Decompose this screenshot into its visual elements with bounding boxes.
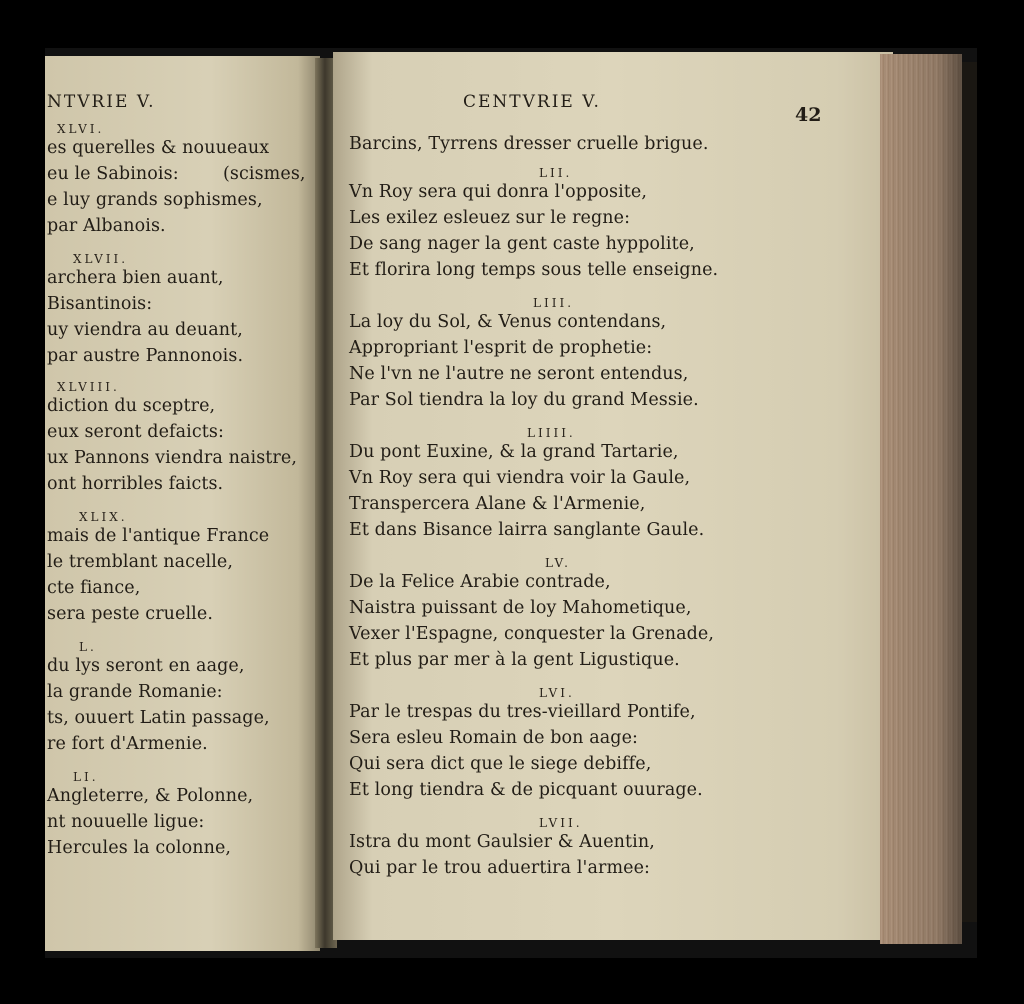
quatrain-numeral: LVI. [539,686,575,700]
text-line: Sera esleu Romain de bon aage: [349,728,639,748]
text-line: Angleterre, & Polonne, [47,786,254,806]
quatrain-numeral: XLVII. [73,252,129,266]
text-line: Et plus par mer à la gent Ligustique. [349,650,680,670]
text-line: Barcins, Tyrrens dresser cruelle brigue. [349,134,709,154]
text-line: cte fiance, [47,578,141,598]
text-line: Transpercera Alane & l'Armenie, [349,494,646,514]
quatrain-numeral: LV. [545,556,571,570]
left-page [45,56,320,951]
text-line: Par Sol tiendra la loy du grand Messie. [349,390,699,410]
quatrain-numeral: XLVIII. [57,380,120,394]
text-line: Qui par le trou aduertira l'armee: [349,858,651,878]
text-line: eux seront defaicts: [47,422,224,442]
text-line: Du pont Euxine, & la grand Tartarie, [349,442,679,462]
text-line: ux Pannons viendra naistre, [47,448,297,468]
text-line: es querelles & nouueaux [47,138,270,158]
text-line: sera peste cruelle. [47,604,213,624]
page-edges-shadow [880,54,962,944]
text-line: De sang nager la gent caste hyppolite, [349,234,695,254]
quatrain-numeral: LII. [539,166,573,180]
text-line: ont horribles faicts. [47,474,224,494]
text-line: le tremblant nacelle, [47,552,234,572]
right-page [333,52,893,940]
text-line: Qui sera dict que le siege debiffe, [349,754,652,774]
text-line: e luy grands sophismes, [47,190,263,210]
text-line: du lys seront en aage, [47,656,245,676]
text-line: mais de l'antique France [47,526,270,546]
text-line: Par le trespas du tres-vieillard Pontife, [349,702,696,722]
text-line: Vn Roy sera qui viendra voir la Gaule, [349,468,691,488]
text-line: Vn Roy sera qui donra l'opposite, [349,182,648,202]
text-line: (scismes, [223,164,306,184]
quatrain-numeral: L. [79,640,97,654]
quatrain-numeral: XLVI. [57,122,105,136]
text-line: Bisantinois: [47,294,153,314]
text-line: nt nouuelle ligue: [47,812,205,832]
right-running-head: CENTVRIE V. [463,92,601,112]
quatrain-numeral: LVII. [539,816,583,830]
text-line: Et dans Bisance lairra sanglante Gaule. [349,520,705,540]
text-line: archera bien auant, [47,268,224,288]
text-line: Et florira long temps sous telle enseigne. [349,260,719,280]
quatrain-numeral: XLIX. [79,510,128,524]
text-line: Hercules la colonne, [47,838,232,858]
text-line: Istra du mont Gaulsier & Auentin, [349,832,655,852]
cover-edge [962,62,977,922]
quatrain-numeral: LIII. [533,296,575,310]
text-line: Appropriant l'esprit de prophetie: [349,338,653,358]
text-line: ts, ouuert Latin passage, [47,708,270,728]
text-line: la grande Romanie: [47,682,223,702]
page-number: 42 [795,104,822,126]
text-line: De la Felice Arabie contrade, [349,572,611,592]
quatrain-numeral: LIIII. [527,426,576,440]
text-line: par austre Pannonois. [47,346,244,366]
text-line: uy viendra au deuant, [47,320,243,340]
text-line: re fort d'Armenie. [47,734,208,754]
text-line: Ne l'vn ne l'autre ne seront entendus, [349,364,689,384]
text-line: Les exilez esleuez sur le regne: [349,208,631,228]
text-line: eu le Sabinois: [47,164,179,184]
left-running-head: NTVRIE V. [47,92,156,112]
text-line: Naistra puissant de loy Mahometique, [349,598,692,618]
quatrain-numeral: LI. [73,770,99,784]
open-book [45,48,977,958]
text-line: Et long tiendra & de picquant ouurage. [349,780,703,800]
text-line: La loy du Sol, & Venus contendans, [349,312,667,332]
text-line: par Albanois. [47,216,166,236]
text-line: diction du sceptre, [47,396,216,416]
text-line: Vexer l'Espagne, conquester la Grenade, [349,624,715,644]
